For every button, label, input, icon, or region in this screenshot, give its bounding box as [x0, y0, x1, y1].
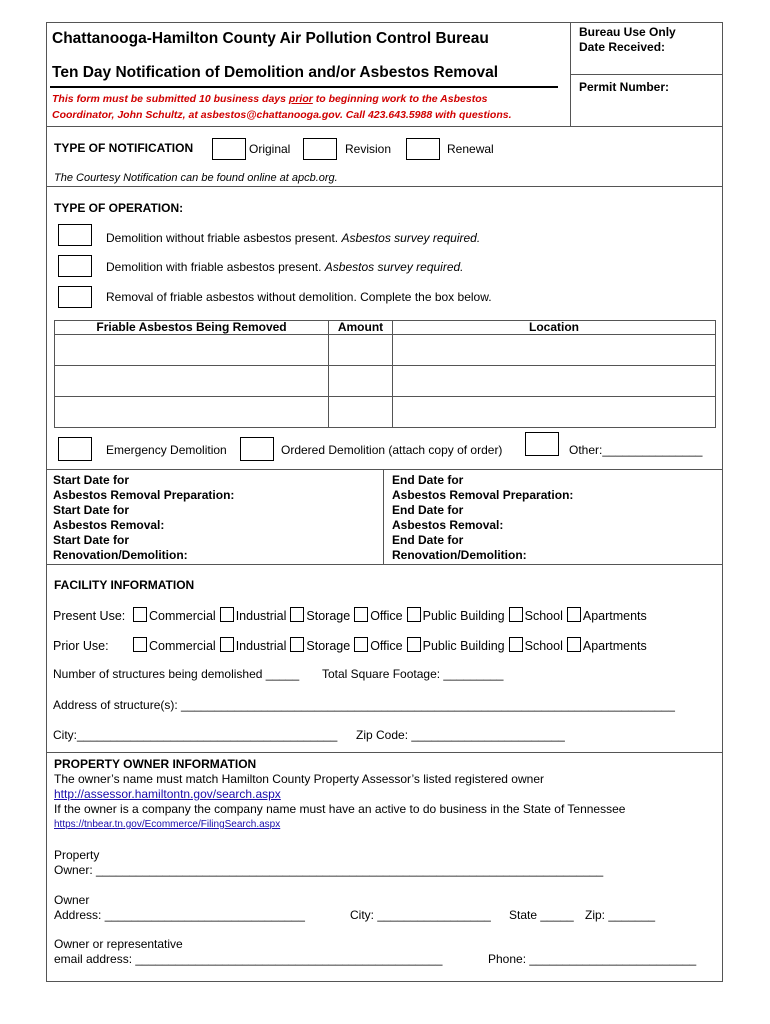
checkbox[interactable]	[290, 607, 304, 622]
col-friable: Friable Asbestos Being Removed	[55, 321, 329, 335]
facility-label: FACILITY INFORMATION	[54, 578, 195, 592]
start-removal-l2: Asbestos Removal:	[53, 518, 165, 532]
ordered-checkbox[interactable]	[240, 437, 274, 461]
prior-industrial: Industrial	[235, 639, 287, 653]
prior-use-label: Prior Use:	[53, 639, 109, 653]
col-location: Location	[393, 321, 716, 335]
start-removal-l1: Start Date for	[53, 503, 130, 517]
form-title: Ten Day Notification of Demolition and/or Asbestos Removal	[52, 64, 499, 81]
start-prep-l1: Start Date for	[53, 473, 130, 487]
property-label: Property	[54, 848, 100, 862]
table-cell[interactable]	[55, 366, 329, 397]
op3-label: Removal of friable asbestos without demolition. Complete the box below.	[106, 290, 492, 304]
owner-address-label: Owner	[54, 893, 90, 907]
end-prep-l1: End Date for	[392, 473, 464, 487]
table-cell[interactable]	[55, 397, 329, 428]
checkbox[interactable]	[567, 607, 581, 622]
date-received-label: Date Received:	[579, 40, 666, 54]
prior-storage: Storage	[306, 639, 351, 653]
checkbox[interactable]	[354, 637, 368, 652]
owner-state-field[interactable]: State _____	[509, 908, 574, 922]
tnbear-link[interactable]: https://tnbear.tn.gov/Ecommerce/FilingSearch.aspx	[54, 819, 281, 830]
end-reno-l2: Renovation/Demolition:	[392, 548, 527, 562]
use-public-building: Public Building	[422, 609, 505, 623]
end-dates	[392, 473, 573, 563]
city-field[interactable]: City:_______________________________________	[53, 728, 338, 742]
checkbox[interactable]	[133, 637, 147, 652]
dates-divider	[383, 469, 384, 564]
other-checkbox[interactable]	[525, 432, 559, 456]
square-footage[interactable]: Total Square Footage: _________	[322, 667, 504, 681]
header-bottom-line	[46, 126, 723, 127]
col-amount: Amount	[329, 321, 393, 335]
start-reno-l1: Start Date for	[53, 533, 130, 547]
checkbox[interactable]	[133, 607, 147, 622]
owner-top-line	[46, 752, 723, 753]
dates-top-line	[46, 469, 723, 470]
emergency-label: Emergency Demolition	[106, 443, 227, 457]
use-school: School	[524, 609, 563, 623]
asbestos-table	[54, 320, 716, 428]
start-prep-l2: Asbestos Removal Preparation:	[53, 488, 235, 502]
bureau-use-only: Bureau Use Only	[579, 25, 676, 39]
table-cell[interactable]	[393, 397, 716, 428]
prior-school: School	[524, 639, 563, 653]
renewal-label: Renewal	[447, 142, 494, 156]
notification-label: TYPE OF NOTIFICATION	[54, 141, 194, 155]
original-checkbox[interactable]	[212, 138, 246, 160]
checkbox[interactable]	[509, 637, 523, 652]
op2-checkbox[interactable]	[58, 255, 92, 277]
prior-use-row	[53, 637, 647, 653]
op1-checkbox[interactable]	[58, 224, 92, 246]
notice-pre: This form must be submitted 10 business days	[52, 93, 289, 105]
use-office: Office	[370, 609, 403, 623]
table-row	[55, 397, 716, 428]
renewal-checkbox[interactable]	[406, 138, 440, 160]
op2-em: Asbestos survey required.	[324, 260, 464, 274]
operation-label: TYPE OF OPERATION:	[54, 201, 184, 215]
title-underline	[50, 86, 558, 88]
checkbox[interactable]	[220, 637, 234, 652]
email-field[interactable]: email address: ______________________________________________	[54, 952, 443, 966]
checkbox[interactable]	[354, 607, 368, 622]
submission-notice-line2: Coordinator, John Schultz, at asbestos@chattanooga.gov. Call 423.643.5988 with questions.	[52, 109, 512, 121]
checkbox[interactable]	[407, 637, 421, 652]
revision-label: Revision	[345, 142, 392, 156]
table-cell[interactable]	[329, 335, 393, 366]
revision-checkbox[interactable]	[303, 138, 337, 160]
zip-field[interactable]: Zip Code: _______________________	[356, 728, 565, 742]
table-cell[interactable]	[55, 335, 329, 366]
owner-label: PROPERTY OWNER INFORMATION	[54, 757, 257, 771]
prior-public-building: Public Building	[422, 639, 505, 653]
owner-city-field[interactable]: City: _________________	[350, 908, 491, 922]
table-row	[55, 366, 716, 397]
start-reno-l2: Renovation/Demolition:	[53, 548, 188, 562]
phone-field[interactable]: Phone: _________________________	[488, 952, 697, 966]
agency-title: Chattanooga-Hamilton County Air Pollution Control Bureau	[52, 30, 489, 47]
notice-prior: prior	[288, 93, 313, 105]
checkbox[interactable]	[567, 637, 581, 652]
end-removal-l1: End Date for	[392, 503, 464, 517]
property-owner-field[interactable]: Owner: ____________________________________________________________________________	[54, 863, 604, 877]
use-storage: Storage	[306, 609, 351, 623]
op3-checkbox[interactable]	[58, 286, 92, 308]
table-cell[interactable]	[329, 397, 393, 428]
end-reno-l1: End Date for	[392, 533, 464, 547]
present-use-label: Present Use:	[53, 609, 126, 623]
rep-label: Owner or representative	[54, 937, 183, 951]
courtesy-note: The Courtesy Notification can be found online at apcb.org.	[54, 172, 338, 184]
present-use-row	[53, 607, 647, 623]
owner-note2: If the owner is a company the company name must have an active to do business in the State of Tennessee	[54, 802, 626, 816]
bureau-split	[570, 74, 723, 75]
table-row	[55, 335, 716, 366]
checkbox[interactable]	[290, 637, 304, 652]
ordered-label: Ordered Demolition (attach copy of order)	[281, 443, 503, 457]
prior-office: Office	[370, 639, 403, 653]
structure-address[interactable]: Address of structure(s): __________________________________________________________________________	[53, 698, 675, 712]
notification-bottom-line	[46, 186, 723, 187]
original-label: Original	[249, 142, 291, 156]
assessor-link[interactable]: http://assessor.hamiltontn.gov/search.aspx	[54, 787, 281, 801]
structures-count[interactable]: Number of structures being demolished _____	[53, 667, 300, 681]
use-apartments: Apartments	[582, 609, 647, 623]
prior-commercial: Commercial	[149, 639, 216, 653]
op2-text: Demolition with friable asbestos present.	[106, 260, 325, 274]
checkbox[interactable]	[220, 607, 234, 622]
use-commercial: Commercial	[149, 609, 216, 623]
emergency-checkbox[interactable]	[58, 437, 92, 461]
other-label: Other:_______________	[569, 443, 703, 457]
op2-label	[106, 260, 464, 274]
owner-note1: The owner’s name must match Hamilton County Property Assessor’s listed registered owner	[54, 772, 544, 786]
table-cell[interactable]	[393, 366, 716, 397]
checkbox[interactable]	[407, 607, 421, 622]
checkbox[interactable]	[509, 607, 523, 622]
permit-number-label: Permit Number:	[579, 80, 670, 94]
start-prep	[53, 473, 234, 563]
table-cell[interactable]	[393, 335, 716, 366]
op1-em: Asbestos survey required.	[341, 231, 481, 245]
owner-address-field[interactable]: Address: ______________________________	[54, 908, 305, 922]
use-industrial: Industrial	[235, 609, 287, 623]
end-prep-l2: Asbestos Removal Preparation:	[392, 488, 574, 502]
owner-zip-field[interactable]: Zip: _______	[585, 908, 656, 922]
notice-post: to beginning work to the Asbestos	[312, 93, 488, 105]
facility-top-line	[46, 564, 723, 565]
op1-text: Demolition without friable asbestos present.	[106, 231, 342, 245]
end-removal-l2: Asbestos Removal:	[392, 518, 504, 532]
op1-label	[106, 231, 480, 245]
prior-apartments: Apartments	[582, 639, 647, 653]
table-cell[interactable]	[329, 366, 393, 397]
submission-notice-line1	[52, 93, 487, 105]
